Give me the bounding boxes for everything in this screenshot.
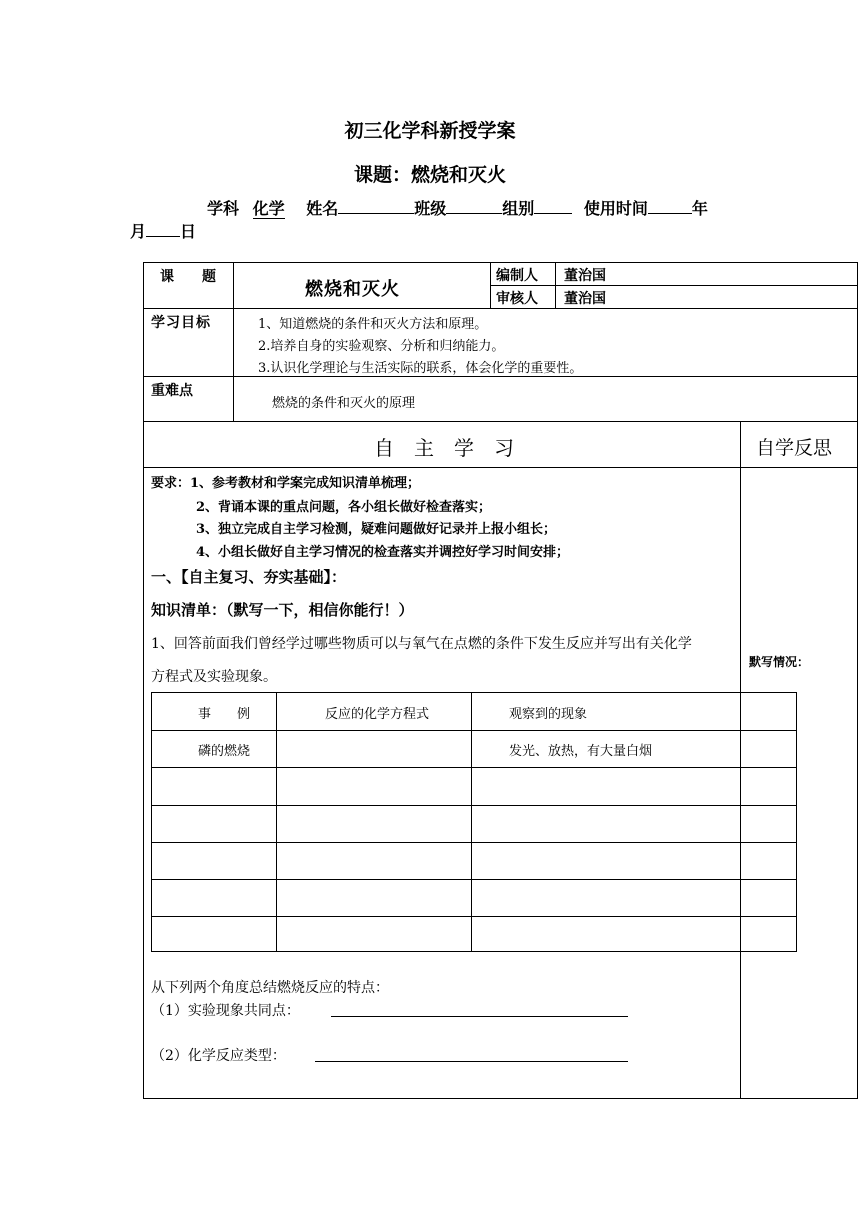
table-border-left xyxy=(143,262,144,1098)
summary-item-2-field[interactable] xyxy=(315,1061,628,1062)
goal-item: 3.认识化学理论与生活实际的联系，体会化学的重要性。 xyxy=(258,361,583,376)
table-line xyxy=(143,308,858,309)
knowledge-list-heading: 知识清单：（默写一下，相信你能行！） xyxy=(151,601,414,619)
page-title: 初三化学科新授学案 xyxy=(344,120,516,142)
topic-value: 燃烧和灭火 xyxy=(305,279,400,300)
name-field[interactable] xyxy=(338,199,414,214)
requirement-item: 4、小组长做好自主学习情况的检查落实并调控好学习时间安排； xyxy=(196,545,570,560)
table-border-top xyxy=(143,262,858,263)
question-one-text-2: 方程式及实验现象。 xyxy=(151,669,277,685)
table-line xyxy=(151,842,797,843)
goal-item: 1、知道燃烧的条件和灭火方法和原理。 xyxy=(258,317,488,332)
table-line xyxy=(143,376,858,377)
requirement-item: 要求：1、参考教材和学案完成知识清单梳理； xyxy=(151,476,421,491)
table-line xyxy=(490,285,858,286)
goal-item: 2.培养自身的实验观察、分析和归纳能力。 xyxy=(258,339,505,354)
class-field[interactable] xyxy=(446,199,502,214)
topic-title: 课题：燃烧和灭火 xyxy=(353,164,506,186)
topic-label: 课 题 xyxy=(160,269,216,285)
question-one-text: 1、回答前面我们曾经学过哪些物质可以与氧气在点燃的条件下发生反应并写出有关化学 xyxy=(151,636,692,652)
key-label: 重难点 xyxy=(151,383,193,399)
time-label: 使用时间 xyxy=(583,199,648,218)
summary-item-1-field[interactable] xyxy=(331,1016,628,1017)
summary-item-2-label: （2）化学反应类型： xyxy=(151,1048,286,1064)
goals-label: 学习目标 xyxy=(151,315,211,331)
student-info-line xyxy=(207,196,708,219)
editor-value: 董治国 xyxy=(564,268,606,284)
table-line xyxy=(151,692,152,952)
table-line xyxy=(233,262,234,421)
requirement-item: 3、独立完成自主学习检测，疑难问题做好记录并上报小组长； xyxy=(196,522,557,537)
editor-label: 编制人 xyxy=(496,268,538,284)
name-label: 姓名 xyxy=(306,199,339,218)
day-label: 日 xyxy=(180,222,197,241)
summary-item-1-label: （1）实验现象共同点： xyxy=(151,1003,300,1019)
table-line xyxy=(796,692,797,952)
table-border-right xyxy=(857,262,858,1098)
table-header-equation: 反应的化学方程式 xyxy=(325,707,430,722)
table-line xyxy=(151,767,797,768)
subject-value: 化学 xyxy=(252,199,285,218)
summary-intro: 从下列两个角度总结燃烧反应的特点： xyxy=(151,980,389,996)
year-field[interactable] xyxy=(648,199,692,214)
day-field[interactable] xyxy=(146,222,180,237)
table-line xyxy=(471,692,472,952)
table-line xyxy=(143,467,858,468)
year-label: 年 xyxy=(691,199,708,218)
table-line xyxy=(555,262,556,308)
table-line xyxy=(151,916,797,917)
group-field[interactable] xyxy=(534,199,572,214)
table-line xyxy=(490,262,491,308)
self-study-heading: 自 主 学 习 xyxy=(374,436,514,460)
subject-label: 学科 xyxy=(207,199,240,218)
table-header-phenomenon: 观察到的现象 xyxy=(509,707,588,722)
table-border-bottom xyxy=(143,1098,858,1099)
section-one-heading: 一、【自主复习、夯实基础】： xyxy=(151,568,347,586)
table-cell-phenomenon: 发光、放热，有大量白烟 xyxy=(509,744,653,759)
table-line xyxy=(740,421,741,1098)
table-line xyxy=(151,879,797,880)
table-line xyxy=(151,951,797,952)
table-line xyxy=(151,805,797,806)
class-label: 班级 xyxy=(414,199,447,218)
table-header-example: 事 例 xyxy=(198,707,251,722)
key-value: 燃烧的条件和灭火的原理 xyxy=(272,396,416,411)
table-line xyxy=(143,421,858,422)
student-info-line-2 xyxy=(130,219,196,242)
table-cell-example: 磷的燃烧 xyxy=(198,744,251,759)
dictation-status-label: 默写情况： xyxy=(749,655,810,669)
table-line xyxy=(151,692,797,693)
table-line xyxy=(151,730,797,731)
reviewer-label: 审核人 xyxy=(496,291,538,307)
month-label: 月 xyxy=(130,222,147,241)
group-label: 组别 xyxy=(502,199,535,218)
table-line xyxy=(276,692,277,952)
reflection-heading: 自学反思 xyxy=(756,437,833,459)
requirement-item: 2、背诵本课的重点问题，各小组长做好检查落实； xyxy=(196,500,492,515)
reviewer-value: 董治国 xyxy=(564,291,606,307)
